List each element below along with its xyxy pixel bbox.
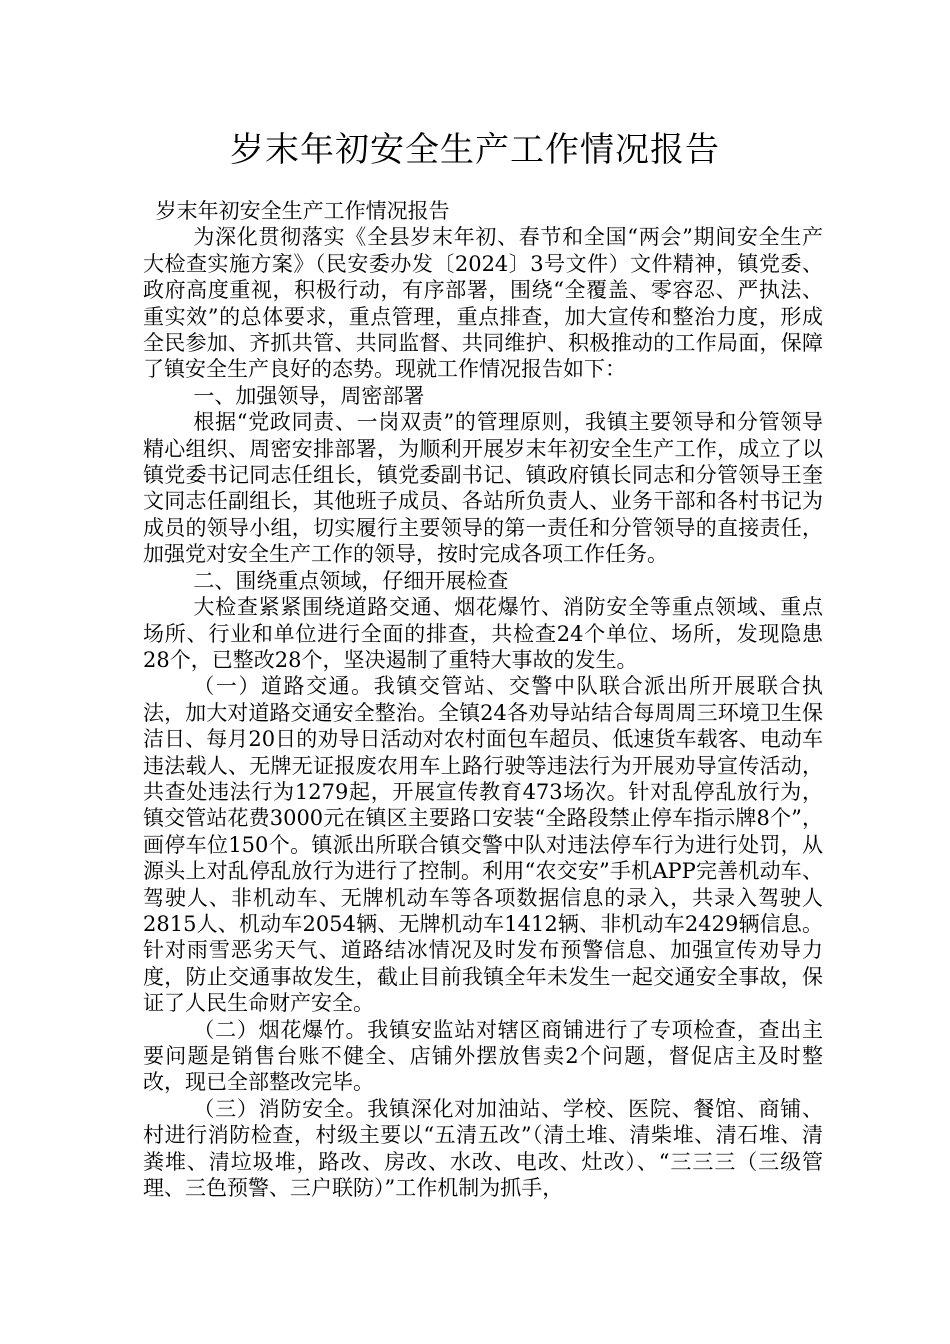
document-title: 岁末年初安全生产工作情况报告 xyxy=(230,130,720,170)
fireworks-paragraph: （二）烟花爆竹。我镇安监站对辖区商铺进行了专项检查，查出主要问题是销售台账不健全、店铺外摆放售卖2个问题，督促店主及时整改，现已全部整改完毕。 xyxy=(143,1017,823,1095)
section-heading-1: 一、加强领导，周密部署 xyxy=(193,383,425,408)
road-traffic-paragraph: （一）道路交通。我镇交管站、交警中队联合派出所开展联合执法，加大对道路交通安全整治。全镇24各劝导站结合每周周三环境卫生保洁日、每月20日的劝导日活动对农村面包车超员、低速货车载客、电动车违法载人、无牌无证报废农用车上路行驶等违法行为开展劝导宣传活动，共查处违法行为1279起，开展宣传教育473场次。针对乱停乱放行为，镇交管站花费3000元在镇区主要路口安装“全路段禁止停车指示牌8个”，画停车位150个。镇派出所联合镇交警中队对违法停车行为进行处罚，从源头上对乱停乱放行为进行了控制。利用“农交安”手机APP完善机动车、驾驶人、非机动车、无牌机动车等各项数据信息的录入，共录入驾驶人2815人、机动车2054辆、无牌机动车1412辆、非机动车2429辆信息。针对雨雪恶劣天气、道路结冰情况及时发布预警信息、加强宣传劝导力度，防止交通事故发生，截止目前我镇全年未发生一起交通安全事故，保证了人民生命财产安全。 xyxy=(143,674,823,1016)
document-body xyxy=(143,198,823,1201)
fire-safety-paragraph: （三）消防安全。我镇深化对加油站、学校、医院、餐馆、商铺、村进行消防检查，村级主要以“五清五改”（清土堆、清柴堆、清石堆、清粪堆、清垃圾堆，路改、房改、水改、电改、灶改）、“三三三（三级管理、三色预警、三户联防）”工作机制为抓手， xyxy=(143,1096,823,1201)
intro-paragraph: 为深化贯彻落实《全县岁末年初、春节和全国“两会”期间安全生产大检查实施方案》（民安委办发〔2024〕3号文件）文件精神，镇党委、政府高度重视，积极行动，有序部署，围绕“全覆盖、零容忍、严执法、重实效”的总体要求，重点管理，重点排查，加大宣传和整治力度，形成全民参加、齐抓共管、共同监督、共同维护、积极推动的工作局面，保障了镇安全生产良好的态势。现就工作情况报告如下： xyxy=(143,225,823,382)
document-subtitle: 岁末年初安全生产工作情况报告 xyxy=(155,199,450,223)
section-1-paragraph: 根据“党政同责、一岗双责”的管理原则，我镇主要领导和分管领导精心组织、周密安排部署，为顺利开展岁末年初安全生产工作，成立了以镇党委书记同志任组长，镇党委副书记、镇政府镇长同志和分管领导王奎文同志任副组长，其他班子成员、各站所负责人、业务干部和各村书记为成员的领导小组，切实履行主要领导的第一责任和分管领导的直接责任，加强党对安全生产工作的领导，按时完成各项工作任务。 xyxy=(143,410,823,567)
section-2-paragraph: 大检查紧紧围绕道路交通、烟花爆竹、消防安全等重点领域、重点场所、行业和单位进行全面的排查，共检查24个单位、场所，发现隐患28个，已整改28个，坚决遏制了重特大事故的发生。 xyxy=(143,595,823,672)
section-heading-2: 二、围绕重点领域，仔细开展检查 xyxy=(193,568,509,593)
